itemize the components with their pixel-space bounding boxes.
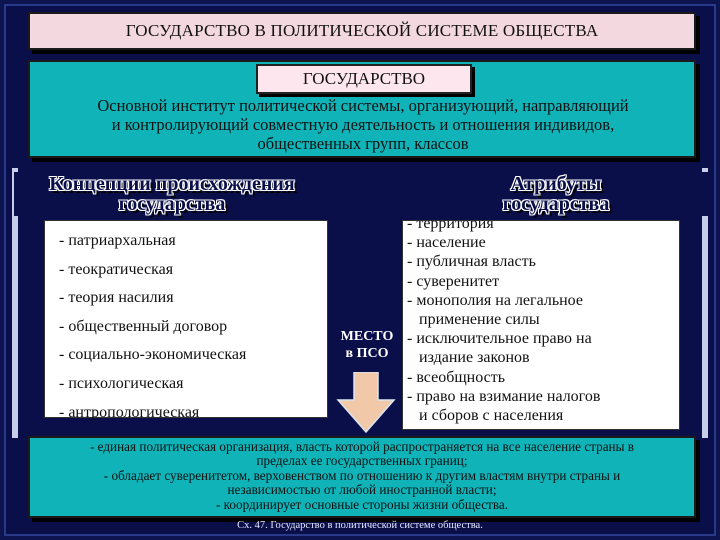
concepts-heading-line: государства bbox=[118, 193, 226, 215]
concept-item: - теория насилия bbox=[59, 289, 174, 307]
attributes-heading bbox=[400, 172, 712, 216]
place-label bbox=[334, 322, 400, 368]
feature-line: - единая политическая организация, власть которой распространяется на все население страны в bbox=[89, 439, 634, 454]
feature-line: независимостью от любой иностранной власти; bbox=[227, 482, 497, 498]
down-arrow-icon bbox=[334, 372, 398, 434]
attribute-item: применение силы bbox=[407, 311, 540, 329]
definition-line: и контролирующий совместную деятельность и отношения индивидов, bbox=[111, 115, 615, 134]
concepts-heading-line: Концепции происхождения bbox=[49, 173, 295, 195]
concepts-heading bbox=[14, 172, 330, 216]
attributes-list-box bbox=[402, 220, 680, 430]
attributes-heading-line: государства bbox=[502, 193, 610, 215]
definition-line: Основной институт политической системы, организующий, направляющий bbox=[97, 96, 629, 115]
attribute-item: - суверенитет bbox=[407, 272, 500, 290]
attribute-item: - право на взимание налогов bbox=[407, 387, 601, 405]
slide-title-text: ГОСУДАРСТВО В ПОЛИТИЧЕСКОЙ СИСТЕМЕ ОБЩЕСТВА bbox=[125, 21, 599, 40]
attribute-item: издание законов bbox=[407, 349, 530, 367]
state-label bbox=[256, 64, 472, 94]
definition-line: общественных групп, классов bbox=[257, 134, 469, 153]
figure-caption: Сх. 47. Государство в политической системе общества. bbox=[237, 520, 483, 531]
attribute-item: - исключительное право на bbox=[407, 330, 592, 348]
attribute-item: - территория bbox=[407, 220, 494, 232]
slide-title bbox=[28, 12, 696, 50]
attribute-item: и сборов с населения bbox=[407, 407, 564, 425]
place-label-line: МЕСТО bbox=[340, 329, 394, 344]
concepts-list bbox=[45, 221, 327, 427]
state-features-box bbox=[28, 436, 696, 518]
feature-line: - координирует основные стороны жизни общества. bbox=[215, 496, 509, 512]
concepts-list-box bbox=[44, 220, 328, 421]
concept-item: - антропологическая bbox=[59, 403, 200, 421]
concept-item: - психологическая bbox=[59, 374, 184, 392]
definition-text bbox=[36, 96, 690, 153]
definition-box bbox=[28, 60, 696, 158]
attributes-list bbox=[403, 220, 679, 425]
attribute-item: - всеобщность bbox=[407, 368, 505, 386]
state-label-text: ГОСУДАРСТВО bbox=[302, 69, 426, 88]
feature-line: пределах ее государственных границ; bbox=[256, 453, 468, 469]
concept-item: - социально-экономическая bbox=[59, 346, 247, 364]
place-label-line: в ПСО bbox=[345, 346, 389, 361]
concept-item: - теократическая bbox=[59, 260, 174, 278]
concept-item: - общественный договор bbox=[59, 317, 228, 335]
feature-line: - обладает суверенитетом, верховенством по отношению к другим властям внутри страны и bbox=[103, 467, 621, 483]
attribute-item: - монополия на легальное bbox=[407, 291, 583, 309]
concept-item: - патриархальная bbox=[59, 232, 176, 249]
attribute-item: - публичная власть bbox=[407, 253, 536, 271]
attributes-heading-line: Атрибуты bbox=[510, 173, 602, 195]
attribute-item: - население bbox=[407, 234, 486, 252]
